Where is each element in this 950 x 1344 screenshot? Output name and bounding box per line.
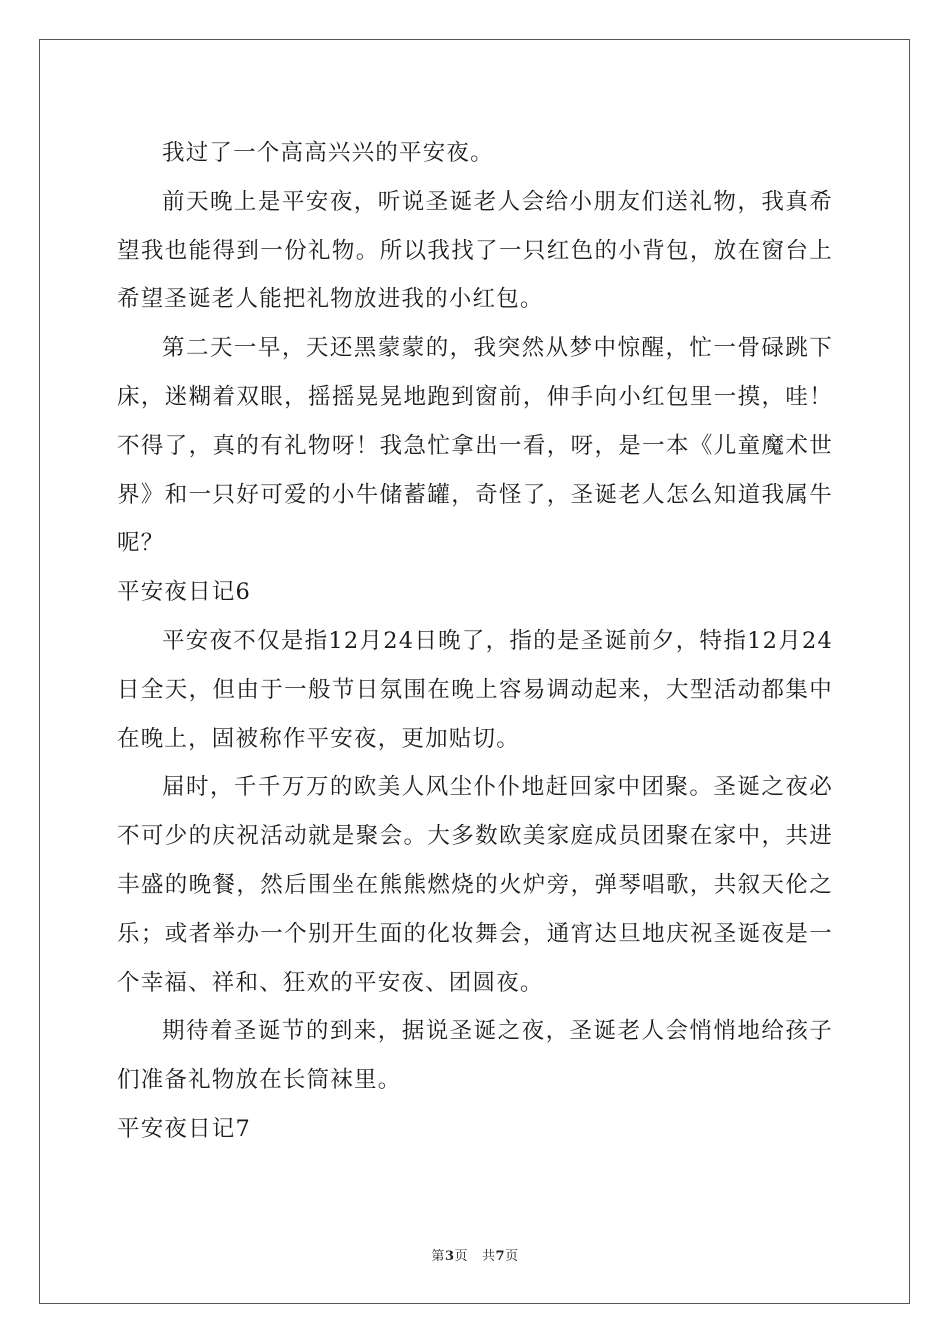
page-footer	[0, 1245, 950, 1264]
paragraph: 期待着圣诞节的到来，据说圣诞之夜，圣诞老人会悄悄地给孩子们准备礼物放在长筒袜里。	[117, 1018, 833, 1094]
section-heading: 平安夜日记7	[117, 1115, 252, 1142]
paragraph: 我过了一个高高兴兴的平安夜。	[162, 140, 494, 166]
section-heading: 平安夜日记6	[117, 579, 252, 606]
total-suffix: 页	[505, 1249, 519, 1264]
paragraph: 届时，千千万万的欧美人风尘仆仆地赶回家中团聚。圣诞之夜必不可少的庆祝活动就是聚会。大多数欧美家庭成员团聚在家中，共进丰盛的晚餐，然后围坐在熊熊燃烧的火炉旁，弹琴唱歌，共叙天伦之乐；或者举办一个别开生面的化妆舞会，通宵达旦地庆祝圣诞夜是一个幸福、祥和、狂欢的平安夜、团圆夜。	[117, 774, 833, 996]
paragraph: 第二天一早，天还黑蒙蒙的，我突然从梦中惊醒，忙一骨碌跳下床，迷糊着双眼，摇摇晃晃地跑到窗前，伸手向小红包里一摸，哇！不得了，真的有礼物呀！我急忙拿出一看，呀，是一本《儿童魔术世界》和一只好可爱的小牛储蓄罐，奇怪了，圣诞老人怎么知道我属牛呢？	[117, 335, 833, 557]
page-total-number: 7	[495, 1249, 506, 1264]
paragraph: 平安夜不仅是指12月24日晚了，指的是圣诞前夕，特指12月24日全天，但由于一般节日氛围在晚上容易调动起来，大型活动都集中在晚上，固被称作平安夜，更加贴切。	[117, 627, 833, 752]
page-prefix: 第	[431, 1249, 445, 1264]
page-current-number: 3	[444, 1249, 455, 1264]
total-prefix: 共	[482, 1249, 496, 1264]
document-body	[117, 129, 833, 1154]
paragraph: 前天晚上是平安夜，听说圣诞老人会给小朋友们送礼物，我真希望我也能得到一份礼物。所以我找了一只红色的小背包，放在窗台上希望圣诞老人能把礼物放进我的小红包。	[117, 188, 833, 313]
page-suffix: 页	[454, 1249, 468, 1264]
